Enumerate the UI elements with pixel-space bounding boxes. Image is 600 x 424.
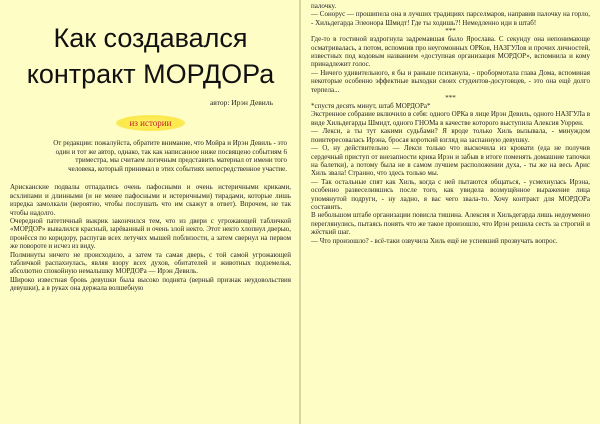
paragraph: Где-то в гостиной вздрогнула задремавшая было Ярослава. С секунду она непонимающе осматривалась, а потом, вспомнив про неугомонных ОРКов, НАЗГУЛов и прочих личностей, известных под кодовым названием «доступная организация МОРДОР», вспомнила и кому принадлежит голос. <box>311 35 590 69</box>
section-separator: *** <box>445 27 456 36</box>
title-line-2: контракт МОРДОРа <box>26 59 275 89</box>
paragraph: Полминуты ничего не происходило, а затем та самая дверь, с той самой угрожающей табличкой распахнулась, являя взору всех духов, обитателей и животных подземелья, абсолютно спокойную немалышку МОРДОРа — Ирэн Девиль. <box>10 250 291 276</box>
editorial-note: От редакции: пожалуйста, обратите внимание, что Мойра и Ирэн Девиль - это один и тот же автор, однако, так как написанное ниже посвящено событиям 6 триместра, мы считаем логичным представить материал от имени того человека, который принимал в этих событиях непосредственное участие. <box>53 139 287 173</box>
paragraph: — О, ну действительно — Лекси только что выскочила из кровати (еда не получив сердечный приступ от внезапности крика Ирэн и забыв в итоге поменять домашние тапочки на балетки), а потому была не в самом лучшем расположении духа, - ты же на весь Арис Хиль звала! Странно, что здесь только мы. <box>311 144 590 178</box>
section-separator: *** <box>445 94 456 103</box>
paragraph: — Ничего удивительного, я бы и раньше психанула, - пробормотала глава Дома, вспоминая некоторые особенно эффектные выходки своих студентов-досуговцев, - это она ещё долго терпела... <box>311 68 590 94</box>
category-badge-wrap <box>10 113 291 131</box>
paragraph: Арисканские подвалы отпадались очень пафосными и очень истеричными криками, всхлипами и длинными (и не менее пафосными и истеричными) тирадами, которые лишь изредка замолкали (вероятно, чтобы послушать что им скажут в ответ). Впрочем, не так чтобы надолго. <box>10 183 291 217</box>
paragraph: В небольшом штабе организации повисла тишина. Алексия и Хильдегарда лишь недоуменно переглянулись, пытаясь понять что же такое произошло, что Ирэн решила сесть за строгий и жёсткий шаг. <box>311 211 590 237</box>
paragraph: Широко известная бровь девушки была высоко поднята (верный признак неудовольствия девушки), а в руках она держала волшебную <box>10 275 291 293</box>
paragraph: — Что произошло? - всё-таки озвучила Хиль ещё не успевший прозвучать вопрос. <box>311 236 558 245</box>
paragraph: — Сонорус — прошипела она в лучших традициях парселмаров, направив палочку на горло, - Хильдегарда Элеонора Шмидт! Где ты ходишь?! Немедленно иди в штаб! <box>311 10 590 27</box>
paragraph: — Лекси, а ты тут какими судьбами? Я вроде только Хиль вызывала, - минуждом поинтересовалась Ирэна, бросая короткий взгляд на заспанную девушку. <box>311 127 590 144</box>
paragraph: палочку. <box>311 2 337 10</box>
left-page <box>0 0 299 424</box>
author-line: автор: Ирэн Девиль <box>209 98 273 107</box>
paragraph: *спустя десять минут, штаб МОРДОРа* <box>311 102 431 111</box>
right-page <box>301 0 600 424</box>
article-title <box>10 20 291 92</box>
paragraph: Экстренное собрание включило в себя: одного ОРКа в лице Ирэн Девиль, одного НАЗГУЛа в виде Хильдегарды Шмидт, одного ГНОМа в качестве которого выступила Алексия Уоррен. <box>311 110 590 127</box>
paragraph: — Так остальные спят как Хиль, когда с ней пытаются общаться, - усмехнулась Ирэна, особенно развеселившись после того, как увидела возмущённое выражение лица упомянутой подруги, - ну ладно, я вас чего звала-то. Хочу контракт для МОРДОРа составить. <box>311 177 590 211</box>
paragraph: Очередной патетичный выкрик закончился тем, что из двери с угрожающей табличкой «МОРДОР» вывалился красный, зарёванный и очень злой некто. Этот некто хлопнул дверью, пронёсся по коридору, распугав всех летучих мышей поблизости, а затем свернул на первом же повороте и исчез из виду. <box>10 217 291 251</box>
category-badge: из истории <box>116 115 186 131</box>
title-line-1: Как создавался <box>53 23 248 53</box>
